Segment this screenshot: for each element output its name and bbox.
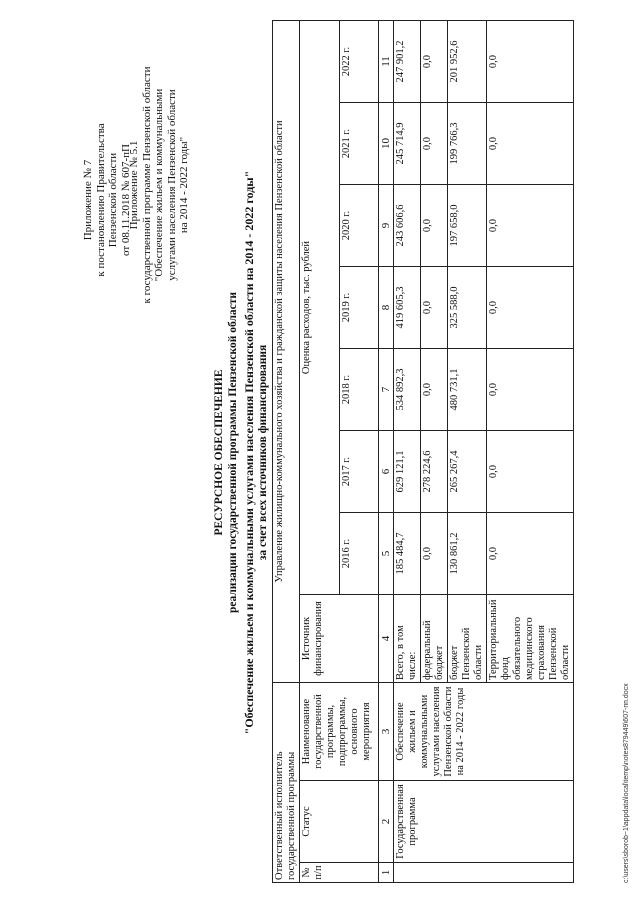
appendix-7-line: Пензенской области: [107, 152, 119, 248]
appendix-5-1-line: к государственной программе Пензенской области: [140, 66, 153, 304]
document-title: РЕСУРСНОЕ ОБЕСПЕЧЕНИЕ: [213, 369, 225, 536]
appendix-5-1-line: услугами населения Пензенской области: [165, 89, 178, 281]
appendix-7-line: Приложение № 7: [82, 159, 94, 241]
column-number: 7: [379, 349, 394, 431]
value-cell: 534 892,3: [394, 349, 421, 431]
column-number: 11: [379, 20, 394, 102]
appendix-7-block: [82, 85, 132, 315]
appendix-5-1-line: на 2014 - 2022 годы": [178, 136, 190, 234]
column-number: 8: [379, 267, 394, 349]
year-header-cell: 2019 г.: [339, 267, 379, 349]
value-cell: 0,0: [421, 20, 448, 102]
program-name-title: "Обеспечение жильем и коммунальными услугами населения Пензенской области на 2014 - 2022 годы": [242, 170, 256, 735]
row-status: Государственная программа: [394, 781, 574, 863]
document-subtitle: реализации государственной программы Пензенской области: [227, 291, 239, 614]
column-number-row: [379, 20, 394, 882]
executor-label: Ответственный исполнитель государственной программы: [273, 683, 300, 883]
value-cell: 199 766,3: [448, 103, 487, 185]
column-number: 9: [379, 185, 394, 267]
value-cell: 243 606,6: [394, 185, 421, 267]
resource-table: [272, 20, 574, 883]
column-number: 1: [379, 863, 394, 883]
file-path-footer: c:\users\sborob~1\appdata\local\temp\notes879449\607-пп.docx: [623, 683, 630, 883]
year-header-cell: 2017 г.: [339, 431, 379, 513]
value-cell: 0,0: [487, 185, 574, 267]
value-cell: 0,0: [487, 349, 574, 431]
value-cell: 0,0: [487, 267, 574, 349]
value-cell: 245 714,9: [394, 103, 421, 185]
value-cell: 0,0: [421, 103, 448, 185]
value-cell: 0,0: [421, 513, 448, 595]
col-header-num: № п/п: [300, 863, 379, 883]
value-cell: 0,0: [421, 267, 448, 349]
year-header-cell: 2020 г.: [339, 185, 379, 267]
source-label: Территориальный фонд обязательного медицинского страхования Пензенской области: [487, 595, 574, 683]
executor-row: [273, 20, 300, 882]
appendix-5-1-line: Приложение № 5.1: [128, 140, 140, 230]
col-header-estimate: Оценка расходов, тыс. рублей: [300, 20, 340, 594]
financing-sources-title: за счет всех источников финансирования: [257, 344, 269, 561]
column-number: 10: [379, 103, 394, 185]
value-cell: 0,0: [421, 349, 448, 431]
value-cell: 629 121,1: [394, 431, 421, 513]
source-label: Всего, в том числе:: [394, 595, 421, 683]
value-cell: 265 267,4: [448, 431, 487, 513]
col-header-name: Наименование государственной программы, подпрограммы, основного мероприятия: [300, 683, 379, 781]
column-number: 5: [379, 513, 394, 595]
value-cell: 201 952,6: [448, 20, 487, 102]
row-num: [394, 863, 574, 883]
appendix-7-line: от 08.11.2018 № 607-пП: [119, 144, 132, 256]
value-cell: 197 658,0: [448, 185, 487, 267]
year-header-cell: 2016 г.: [339, 513, 379, 595]
value-cell: 0,0: [487, 513, 574, 595]
value-cell: 0,0: [487, 20, 574, 102]
value-cell: 0,0: [487, 103, 574, 185]
appendix-5-1-block: [128, 25, 191, 345]
column-number: 2: [379, 781, 394, 863]
year-header-cell: 2021 г.: [339, 103, 379, 185]
appendix-5-1-line: "Обеспечение жильем и коммунальными: [153, 88, 165, 282]
appendix-7-line: к постановлению Правительства: [94, 123, 107, 277]
column-number: 6: [379, 431, 394, 513]
value-cell: 419 605,3: [394, 267, 421, 349]
value-cell: 0,0: [487, 431, 574, 513]
col-header-status: Статус: [300, 781, 379, 863]
executor-value: Управление жилищно-коммунального хозяйства и гражданской защиты населения Пензенской области: [273, 20, 300, 682]
value-cell: 130 861,2: [448, 513, 487, 595]
row-program-name: Обеспечение жильем и коммунальными услугами населения Пензенской области на 2014 - 2022 годы: [394, 683, 574, 781]
column-number: 4: [379, 595, 394, 683]
value-cell: 247 901,2: [394, 20, 421, 102]
value-cell: 325 588,0: [448, 267, 487, 349]
source-label: бюджет Пензенской области: [448, 595, 487, 683]
value-cell: 0,0: [421, 185, 448, 267]
source-label: федеральный бюджет: [421, 595, 448, 683]
column-number: 3: [379, 683, 394, 781]
value-cell: 480 731,1: [448, 349, 487, 431]
value-cell: 278 224,6: [421, 431, 448, 513]
table-row: [394, 20, 421, 882]
header-row: [300, 20, 340, 882]
col-header-source: Источник финансирования: [300, 595, 379, 683]
year-header-cell: 2022 г.: [339, 20, 379, 102]
year-header-cell: 2018 г.: [339, 349, 379, 431]
value-cell: 185 484,7: [394, 513, 421, 595]
